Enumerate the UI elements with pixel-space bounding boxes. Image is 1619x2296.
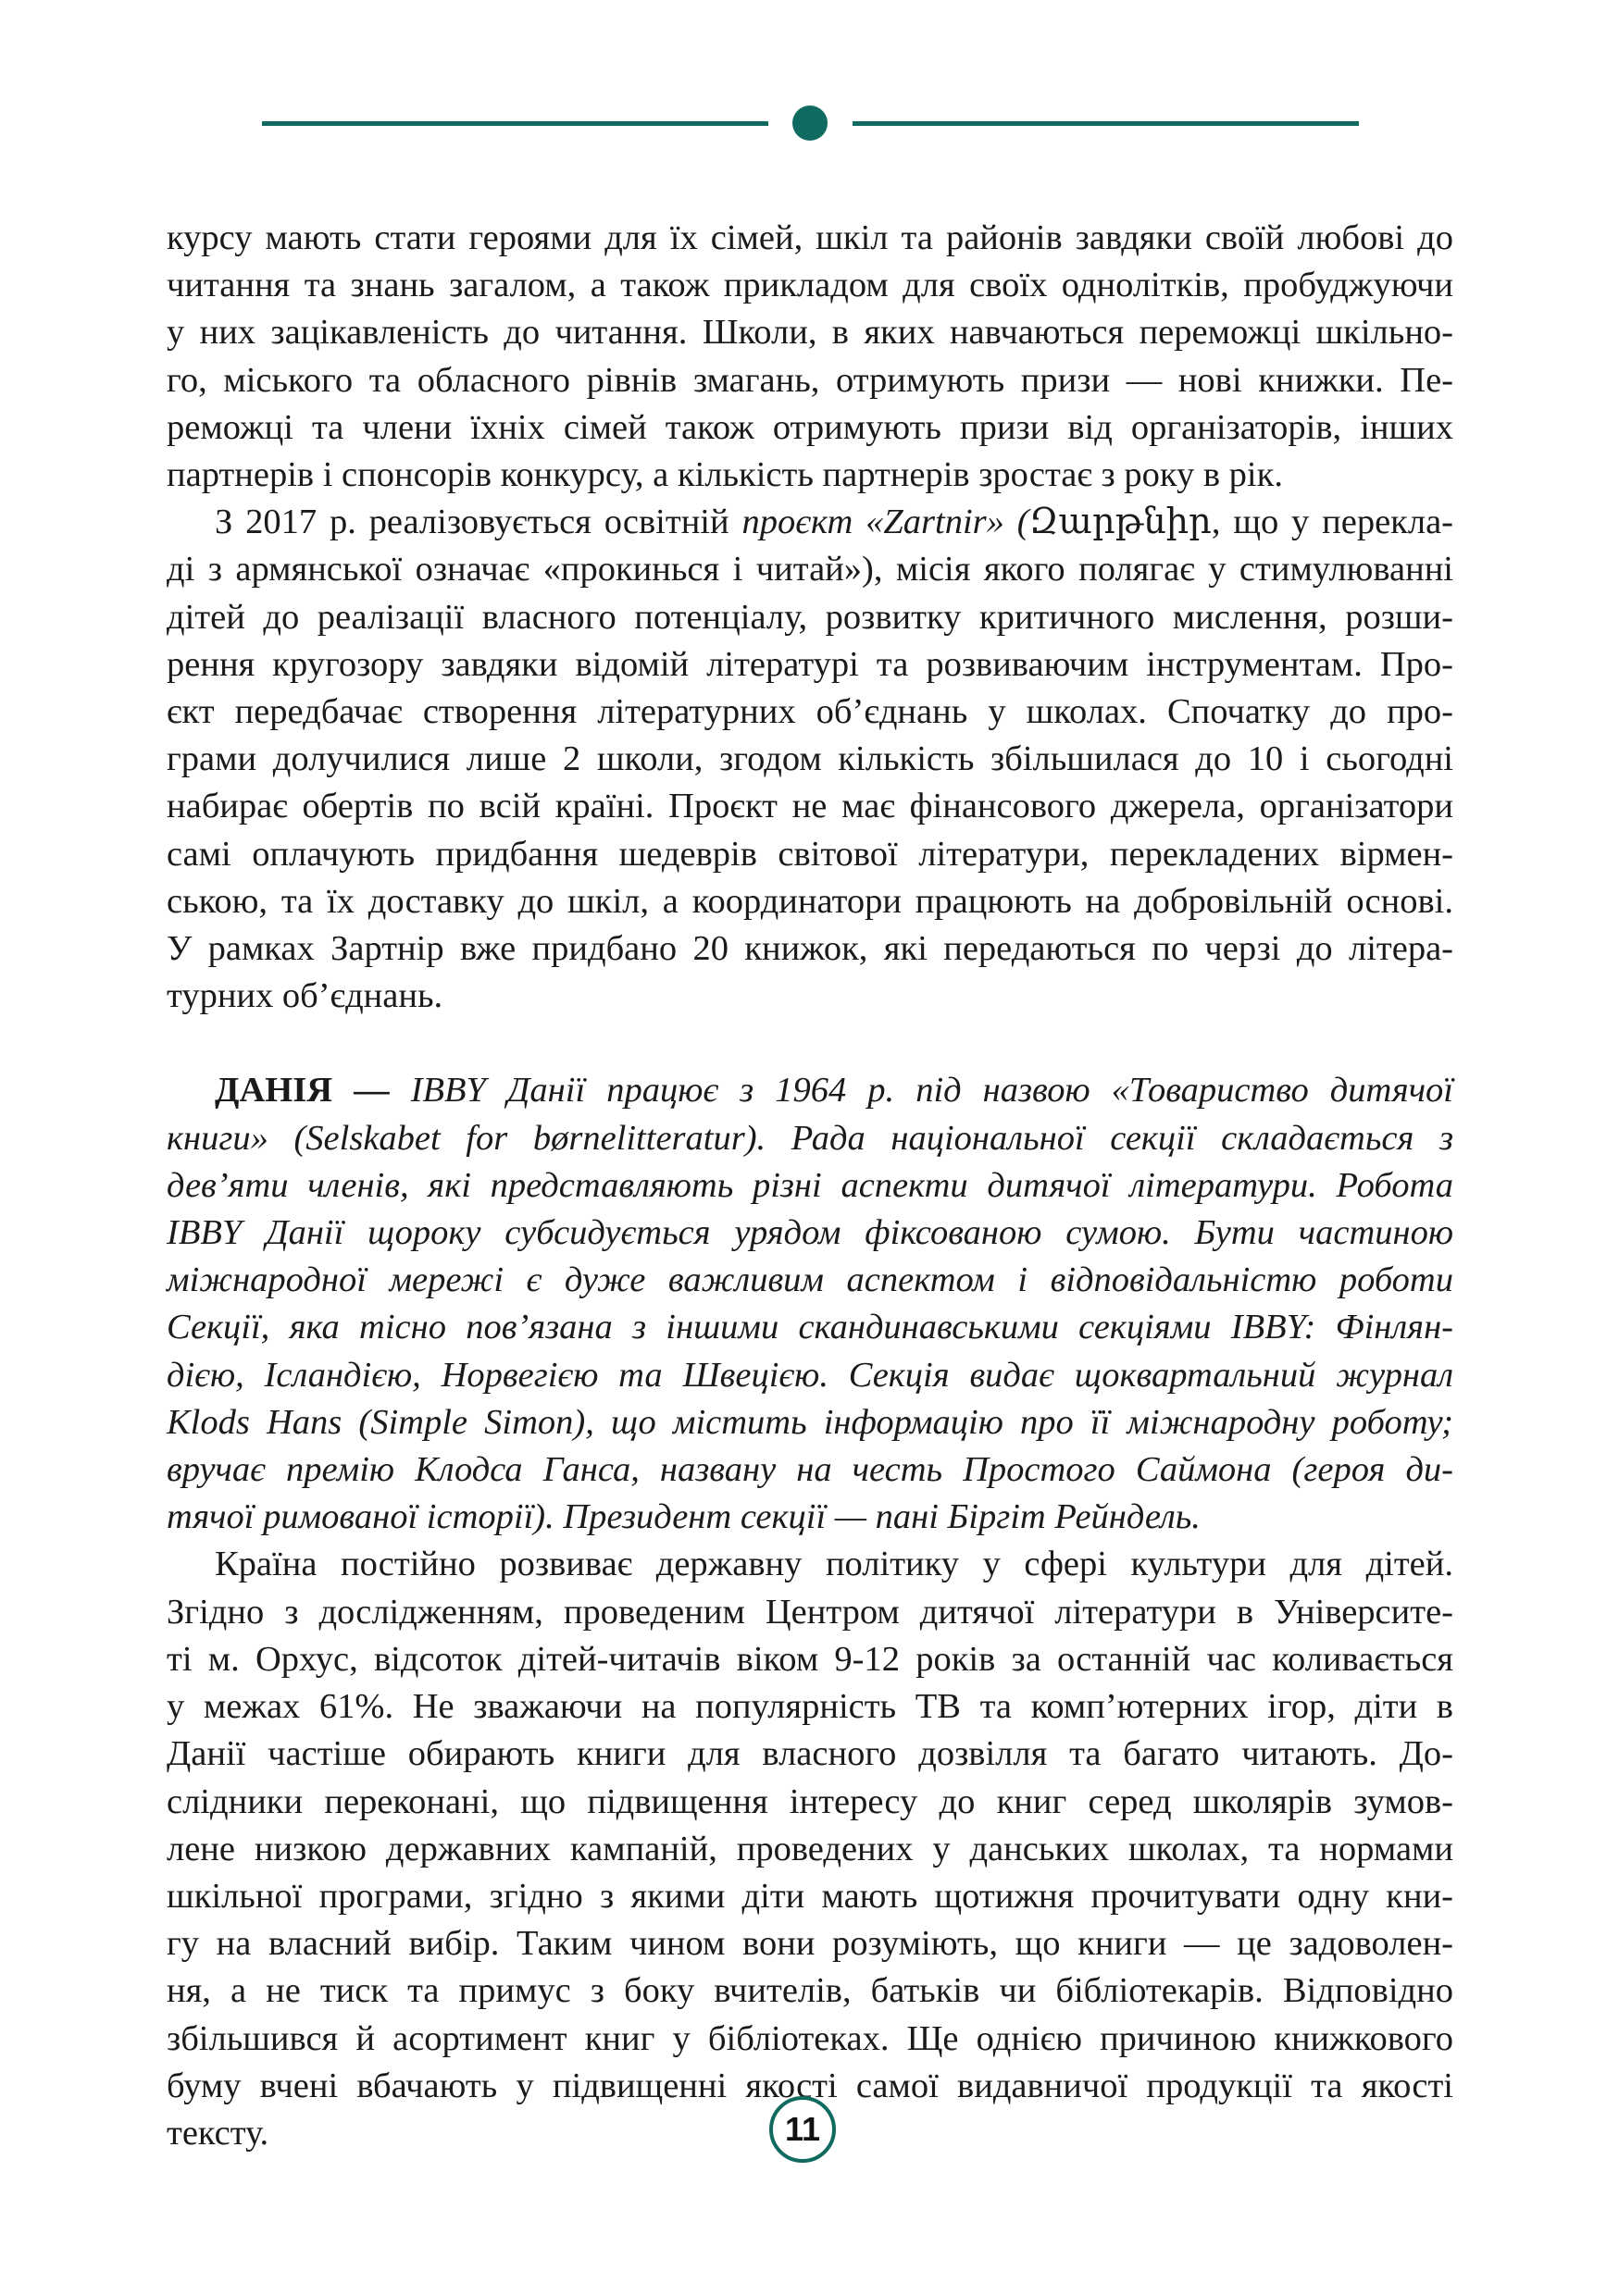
- text-line: слідники переконані, що підвищення інтересу до книг серед школярів зумов-: [167, 1781, 1453, 1821]
- text-run: З 2017 р. реалізовується освітній: [215, 503, 742, 542]
- text-line: курсу мають стати героями для їх сімей, шкіл та районів завдяки своїй любові до: [167, 218, 1453, 257]
- text-line: єкт передбачає створення літературних об’єднань у школах. Спочатку до про-: [167, 692, 1453, 732]
- ornament-line-left: [262, 121, 768, 126]
- page-number: 11: [769, 2096, 836, 2163]
- text-line: у межах 61%. Не зважаючи на популярність ТВ та комп’ютерних ігор, діти в: [167, 1687, 1453, 1727]
- text-run: Զարթնիր, що у перекла-: [1028, 503, 1453, 542]
- text-line: міжнародної мережі є дуже важливим аспектом і відповідальністю роботи: [167, 1260, 1453, 1300]
- text-line: Згідно з дослідженням, проведеним Центром дитячої літератури в Університе-: [167, 1592, 1453, 1632]
- text-line: [167, 499, 1453, 546]
- paragraph-gap: [167, 1020, 1453, 1067]
- section-heading: ДАНІЯ —: [215, 1071, 390, 1111]
- text-line: го, міського та обласного рівнів змагань, отримують призи — нові книжки. Пе-: [167, 360, 1453, 400]
- text-line: Країна постійно розвиває державну політику у сфері культури для дітей.: [215, 1545, 1453, 1584]
- text-line: Данії частіше обирають книги для власного дозвілля та багато читають. До-: [167, 1734, 1453, 1774]
- ornament-line-right: [853, 121, 1359, 126]
- text-line: ня, а не тиск та примус з боку вчителів, батьків чи бібліотекарів. Відповідно: [167, 1971, 1453, 2011]
- text-run: IBBY Данії працює з 1964 р. під назвою «Товариство дитячої: [389, 1071, 1454, 1111]
- paragraph-4: [167, 1541, 1453, 2157]
- text-line: збільшився й асортимент книг у бібліотеках. Ще однією причиною книжкового: [167, 2018, 1453, 2058]
- text-line: лене низкою державних кампаній, проведених у данських школах, та нормами: [167, 1829, 1453, 1868]
- text-line: тячої римованої історії). Президент секції — пані Біргіт Рейндель.: [167, 1497, 1201, 1537]
- ornament-dot: [792, 105, 828, 141]
- paragraph-2: [167, 499, 1453, 1020]
- text-line: гу на власний вибір. Таким чином вони розуміють, що книги — це задоволен-: [167, 1924, 1453, 1964]
- text-line: вручає премію Клодса Ганса, названу на честь Простого Саймона (героя ди-: [167, 1450, 1453, 1490]
- text-line: ською, та їх доставку до шкіл, а координатори працюють на добровільній основі.: [167, 881, 1453, 921]
- text-line: ді з армянської означає «прокинься і читай»), місія якого полягає у стимулюванні: [167, 550, 1453, 590]
- text-line: дев’яти членів, які представляють різні аспекти дитячої літератури. Робота: [167, 1165, 1453, 1205]
- text-line: тексту.: [167, 2113, 269, 2153]
- text-line: ті м. Орхус, відсоток дітей-читачів віком 9-12 років за останній час коливається: [167, 1639, 1453, 1679]
- text-line: грами долучилися лише 2 школи, згодом кількість збільшилася до 10 і сьогодні: [167, 739, 1453, 779]
- text-line: партнерів і спонсорів конкурсу, а кількість партнерів зростає з року в рік.: [167, 455, 1283, 495]
- text-line: Секції, яка тісно пов’язана з іншими скандинавськими секціями IBBY: Фінлян-: [167, 1308, 1453, 1347]
- text-line: Klods Hans (Simple Simon), що містить інформацію про її міжнародну роботу;: [167, 1402, 1453, 1442]
- top-ornament: [262, 104, 1359, 141]
- text-line: [167, 1067, 1453, 1114]
- paragraph-3-denmark: [167, 1067, 1453, 1541]
- text-line: читання та знань загалом, а також прикладом для своїх однолітків, пробуджуючи: [167, 266, 1453, 305]
- project-name: проєкт «Zartnir» (: [741, 503, 1029, 542]
- text-line: шкільної програми, згідно з якими діти мають щотижня прочитувати одну кни-: [167, 1876, 1453, 1916]
- body-text: [167, 215, 1453, 2157]
- text-line: реможці та члени їхніх сімей також отримують призи від організаторів, інших: [167, 407, 1453, 447]
- paragraph-1: [167, 215, 1453, 499]
- text-line: дією, Ісландією, Норвегією та Швецією. Секція видає щоквартальний журнал: [167, 1355, 1453, 1395]
- text-line: буму вчені вбачають у підвищенні якості самої видавничої продукції та якості: [167, 2066, 1453, 2105]
- text-line: самі оплачують придбання шедеврів світової літератури, перекладених вірмен-: [167, 834, 1453, 874]
- text-line: У рамках Зартнір вже придбано 20 книжок, які передаються по черзі до літера-: [167, 929, 1453, 969]
- text-line: рення кругозору завдяки відомій літературі та розвиваючим інструментам. Про-: [167, 644, 1453, 684]
- text-line: книги» (Selskabet for børnelitteratur). Рада національної секції складається з: [167, 1118, 1453, 1158]
- text-line: набирає обертів по всій країні. Проєкт не має фінансового джерела, організатори: [167, 787, 1453, 826]
- text-line: дітей до реалізації власного потенціалу, розвитку критичного мислення, розши-: [167, 597, 1453, 637]
- text-line: у них зацікавленість до читання. Школи, в яких навчаються переможці шкільно-: [167, 313, 1453, 353]
- text-line: турних об’єднань.: [167, 976, 443, 1016]
- text-line: IBBY Данії щороку субсидується урядом фіксованою сумою. Бути частиною: [167, 1213, 1453, 1253]
